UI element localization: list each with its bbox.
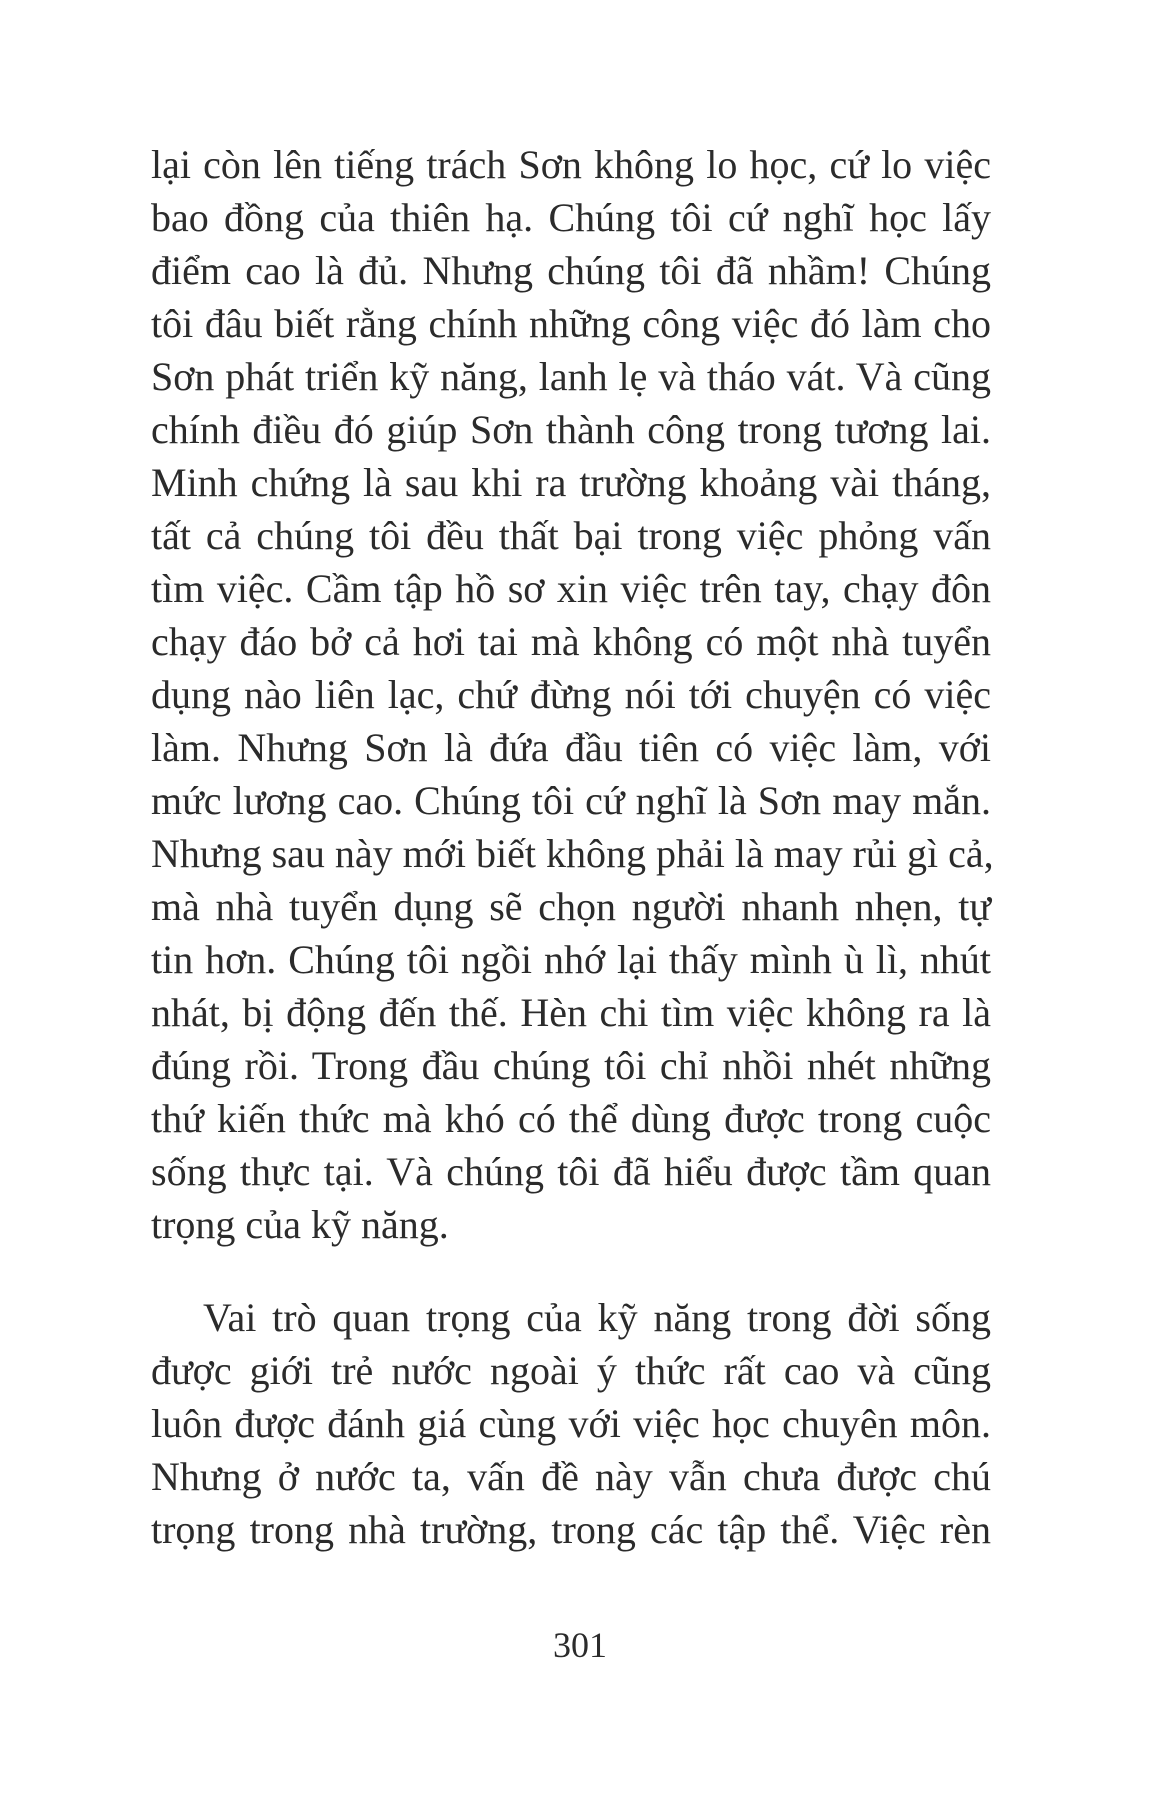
text-line: trọng của kỹ năng. xyxy=(151,1202,449,1247)
text-line: điểm cao là đủ. Nhưng chúng tôi đã nhầm! Chúng xyxy=(151,248,991,293)
text-line: Nhưng ở nước ta, vấn đề này vẫn chưa được chú xyxy=(151,1454,991,1499)
paragraph-2 xyxy=(151,1291,991,1556)
text-line: Sơn phát triển kỹ năng, lanh lẹ và tháo vát. Và cũng xyxy=(151,354,991,399)
text-line: tin hơn. Chúng tôi ngồi nhớ lại thấy mình ù lì, nhút xyxy=(151,937,991,982)
text-line: thứ kiến thức mà khó có thể dùng được trong cuộc xyxy=(151,1096,991,1141)
text-line: làm. Nhưng Sơn là đứa đầu tiên có việc làm, với xyxy=(151,725,991,770)
text-line: Vai trò quan trọng của kỹ năng trong đời sống xyxy=(203,1295,991,1340)
text-line: tìm việc. Cầm tập hồ sơ xin việc trên tay, chạy đôn xyxy=(151,566,991,611)
text-line: tất cả chúng tôi đều thất bại trong việc phỏng vấn xyxy=(151,513,991,558)
text-line: Nhưng sau này mới biết không phải là may rủi gì cả, xyxy=(151,831,994,876)
paragraph-1 xyxy=(151,138,994,1251)
body-text xyxy=(151,138,994,1556)
paragraph-gap xyxy=(151,1251,991,1291)
text-line: nhát, bị động đến thế. Hèn chi tìm việc không ra là xyxy=(151,990,991,1035)
text-line: mà nhà tuyển dụng sẽ chọn người nhanh nhẹn, tự xyxy=(151,884,991,929)
text-line: chạy đáo bở cả hơi tai mà không có một nhà tuyển xyxy=(151,619,991,664)
text-line: dụng nào liên lạc, chứ đừng nói tới chuyện có việc xyxy=(151,672,991,717)
text-line: trọng trong nhà trường, trong các tập thể. Việc rèn xyxy=(151,1507,991,1552)
text-line: sống thực tại. Và chúng tôi đã hiểu được tầm quan xyxy=(151,1149,991,1194)
text-line: được giới trẻ nước ngoài ý thức rất cao và cũng xyxy=(151,1348,991,1393)
text-line: bao đồng của thiên hạ. Chúng tôi cứ nghĩ học lấy xyxy=(151,195,991,240)
text-line: tôi đâu biết rằng chính những công việc đó làm cho xyxy=(151,301,991,346)
text-line: mức lương cao. Chúng tôi cứ nghĩ là Sơn may mắn. xyxy=(151,778,991,823)
page-number: 301 xyxy=(553,1625,607,1665)
text-line: Minh chứng là sau khi ra trường khoảng vài tháng, xyxy=(151,460,991,505)
text-line: chính điều đó giúp Sơn thành công trong tương lai. xyxy=(151,407,991,452)
text-line: lại còn lên tiếng trách Sơn không lo học, cứ lo việc xyxy=(151,142,991,187)
text-line: đúng rồi. Trong đầu chúng tôi chỉ nhồi nhét những xyxy=(151,1043,991,1088)
text-line: luôn được đánh giá cùng với việc học chuyên môn. xyxy=(151,1401,991,1446)
